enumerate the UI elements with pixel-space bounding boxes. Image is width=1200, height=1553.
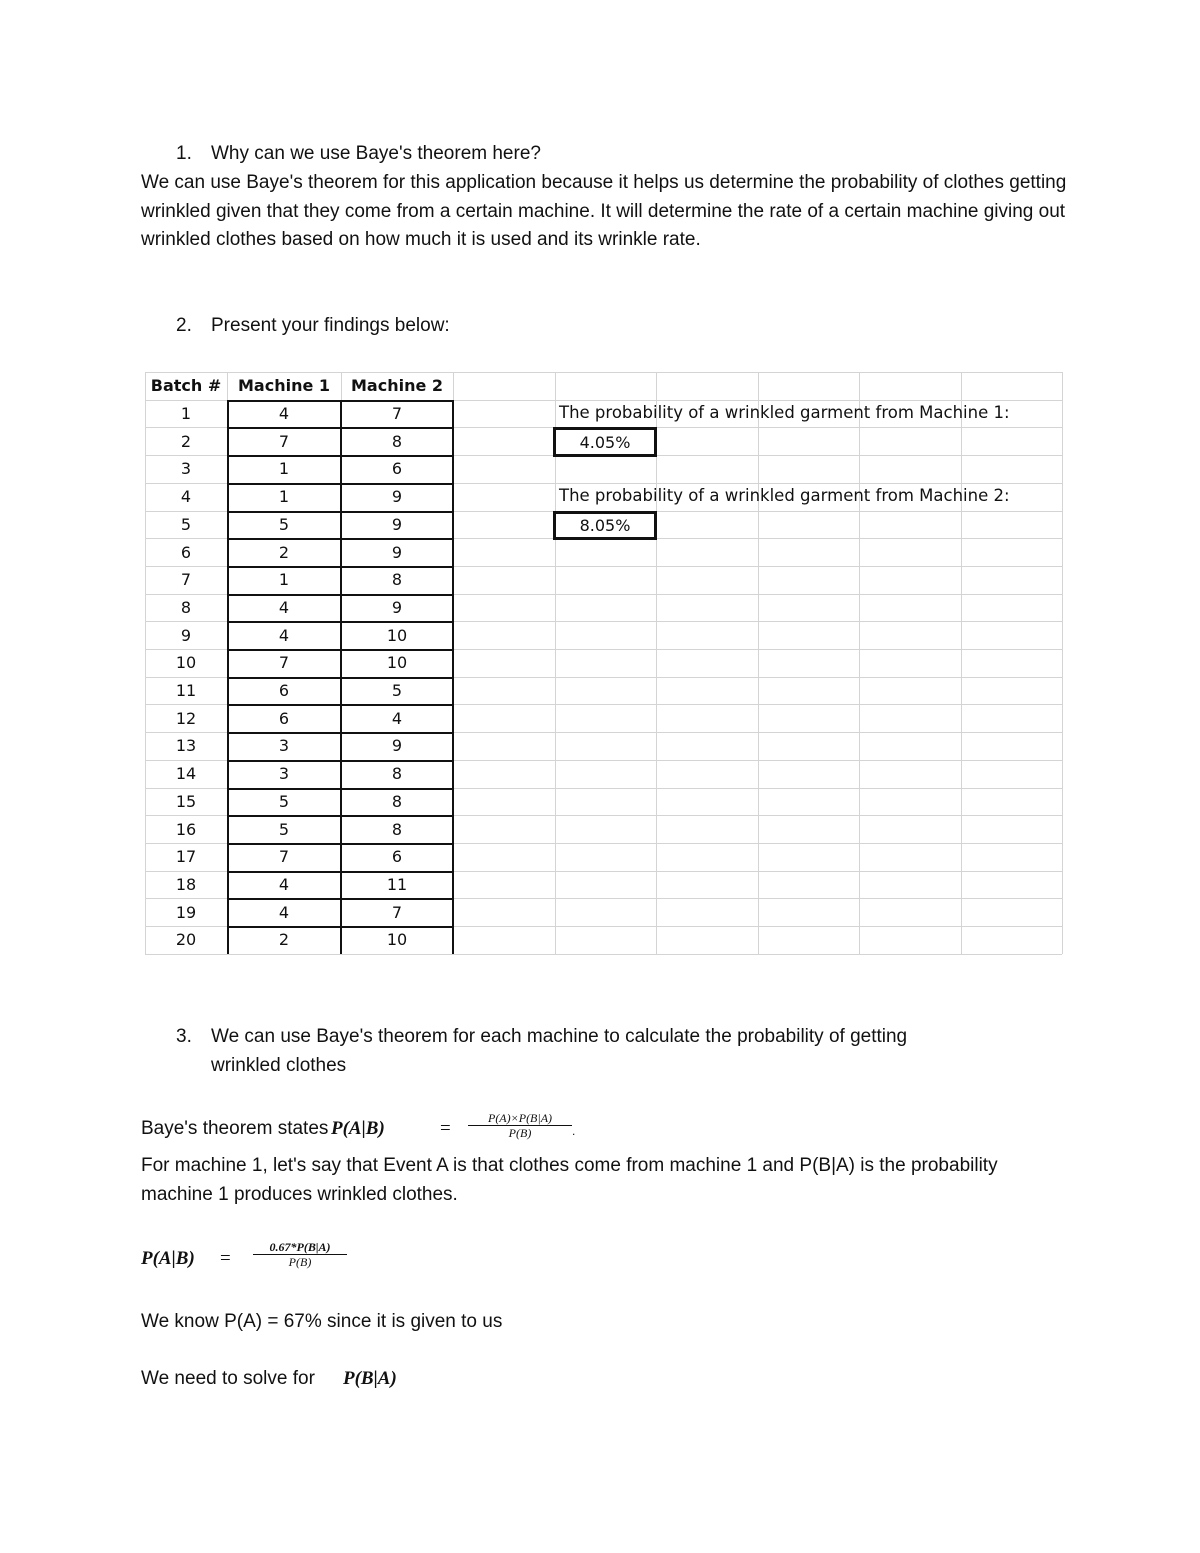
- table-cell: 6: [278, 708, 290, 728]
- q3-line1: We can use Baye's theorem for each machine to calculate the probability of getting: [211, 1026, 908, 1047]
- table-header: Batch #: [150, 376, 222, 396]
- table-cell: 8: [391, 819, 403, 839]
- table-header: Machine 1: [237, 376, 331, 396]
- table-cell: 5: [278, 791, 290, 811]
- table-cell: 2: [278, 542, 290, 562]
- table-cell: 5: [278, 514, 290, 534]
- table-cell: 1: [180, 404, 192, 424]
- q2-question: Present your findings below:: [211, 315, 450, 336]
- table-cell: 9: [180, 625, 192, 645]
- table-cell: 8: [391, 764, 403, 784]
- table-cell: 4: [180, 487, 192, 507]
- table-cell: 4: [278, 404, 290, 424]
- table-cell: 5: [391, 681, 403, 701]
- table-cell: 9: [391, 542, 403, 562]
- table-cell: 4: [278, 874, 290, 894]
- table-cell: 10: [386, 625, 408, 645]
- table-cell: 1: [278, 487, 290, 507]
- theorem-denominator: P(B): [508, 1126, 532, 1140]
- table-cell: 17: [175, 847, 197, 867]
- findings-spreadsheet: [145, 372, 1062, 960]
- q3-number: 3.: [176, 1026, 192, 1047]
- table-cell: 10: [175, 653, 197, 673]
- table-cell: 7: [391, 404, 403, 424]
- gridline-vertical: [656, 372, 657, 954]
- theorem-equals: =: [440, 1118, 451, 1139]
- table-cell: 8: [180, 597, 192, 617]
- gridline-horizontal: [145, 954, 1062, 955]
- q2-number: 2.: [176, 315, 192, 336]
- q1-answer: We can use Baye's theorem for this application because it helps us determine the probability of clothes getting wrinkled given that they come from a certain machine. It will determine the rate of a certain machine giving out wrinkled clothes based on how much it is used and its wrinkle rate.: [141, 172, 1067, 250]
- table-cell: 8: [391, 431, 403, 451]
- gridline-vertical: [758, 372, 759, 954]
- table-cell: 6: [391, 847, 403, 867]
- table-cell: 15: [175, 791, 197, 811]
- table-cell: 7: [278, 653, 290, 673]
- theorem-fraction: [468, 1111, 572, 1140]
- table-cell: 3: [180, 459, 192, 479]
- prob1-value: 4.05%: [553, 427, 657, 457]
- gridline-vertical: [555, 372, 556, 954]
- solve-math: P(B|A): [343, 1368, 397, 1389]
- eq2-denominator: P(B): [288, 1255, 312, 1269]
- table-header: Machine 2: [350, 376, 444, 396]
- table-cell: 2: [278, 930, 290, 950]
- q1-number: 1.: [176, 143, 192, 164]
- prob2-label: The probability of a wrinkled garment from Machine 2:: [559, 485, 1010, 505]
- table-cell: 9: [391, 597, 403, 617]
- table-cell: 1: [278, 459, 290, 479]
- table-cell: 7: [180, 570, 192, 590]
- table-cell: 9: [391, 514, 403, 534]
- solve-prefix: We need to solve for: [141, 1368, 315, 1389]
- machine1-text: For machine 1, let's say that Event A is that clothes come from machine 1 and P(B|A) is the probability machine 1 produces wrinkled clothes.: [141, 1155, 998, 1205]
- table-cell: 20: [175, 930, 197, 950]
- table-cell: 3: [278, 764, 290, 784]
- table-cell: 8: [391, 570, 403, 590]
- table-cell: 2: [180, 431, 192, 451]
- table-cell: 5: [278, 819, 290, 839]
- q1-question: Why can we use Baye's theorem here?: [211, 143, 541, 164]
- table-cell: 4: [278, 597, 290, 617]
- table-cell: 9: [391, 487, 403, 507]
- eq2-fraction: [253, 1240, 347, 1269]
- table-cell: 12: [175, 708, 197, 728]
- known-pa: We know P(A) = 67% since it is given to us: [141, 1311, 503, 1332]
- prob1-label: The probability of a wrinkled garment from Machine 1:: [559, 402, 1010, 422]
- gridline-vertical: [859, 372, 860, 954]
- eq2-numerator: 0.67*P(B|A): [253, 1240, 347, 1255]
- q3-line2: wrinkled clothes: [211, 1055, 347, 1076]
- table-cell: 14: [175, 764, 197, 784]
- table-cell: 11: [175, 681, 197, 701]
- table-cell: 1: [278, 570, 290, 590]
- table-cell: 7: [278, 847, 290, 867]
- theorem-period: .: [572, 1124, 576, 1138]
- table-cell: 5: [180, 514, 192, 534]
- gridline-vertical: [1062, 372, 1063, 954]
- table-cell: 6: [391, 459, 403, 479]
- table-cell: 9: [391, 736, 403, 756]
- table-cell: 10: [386, 653, 408, 673]
- table-cell: 10: [386, 930, 408, 950]
- table-cell: 11: [386, 874, 408, 894]
- prob2-value: 8.05%: [553, 511, 657, 541]
- table-cell: 4: [278, 902, 290, 922]
- table-cell: 13: [175, 736, 197, 756]
- table-cell: 19: [175, 902, 197, 922]
- theorem-lhs: P(A|B): [331, 1118, 385, 1139]
- table-cell: 16: [175, 819, 197, 839]
- table-cell: 18: [175, 874, 197, 894]
- table-cell: 4: [391, 708, 403, 728]
- table-cell: 7: [391, 902, 403, 922]
- theorem-intro: Baye's theorem states: [141, 1118, 329, 1139]
- table-cell: 6: [278, 681, 290, 701]
- gridline-vertical: [961, 372, 962, 954]
- table-cell: 8: [391, 791, 403, 811]
- theorem-numerator: P(A)×P(B|A): [468, 1111, 572, 1126]
- table-cell: 7: [278, 431, 290, 451]
- table-cell: 3: [278, 736, 290, 756]
- table-cell: 6: [180, 542, 192, 562]
- eq2-equals: =: [220, 1248, 231, 1269]
- eq2-lhs: P(A|B): [141, 1248, 195, 1269]
- table-cell: 4: [278, 625, 290, 645]
